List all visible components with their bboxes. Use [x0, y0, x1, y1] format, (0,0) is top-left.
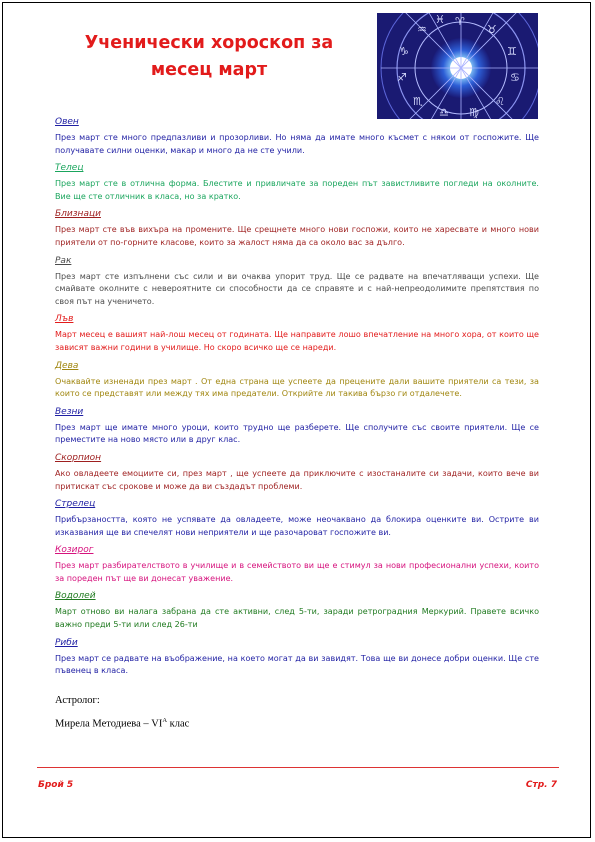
horoscope-section — [55, 637, 539, 678]
zodiac-wheel-image — [377, 13, 538, 119]
horoscope-section — [55, 116, 539, 157]
sign-forecast-text: През март се радвате на въображение, на което могат да ви завидят. Това ще ви донесе добри оценки. Ще сте пъвенец в класа. — [55, 653, 539, 676]
sign-heading: Козирог — [55, 545, 94, 556]
sign-forecast-text: През март сте много предпазливи и прозорливи. Но няма да имате много късмет с някои от госпожите. Ще получавате силни оценки, макар и много да не сте учили. — [55, 133, 539, 155]
horoscope-section — [55, 255, 539, 309]
horoscope-section — [55, 544, 539, 585]
author-suffix: клас — [167, 718, 190, 730]
sign-forecast-text: Март месец е вашият най-лош месец от годината. Ще направите лошо впечатление на много хора, от които ще зависят важни години в училище. Но скоро всичко ще се нареди. — [55, 330, 539, 352]
sign-heading: Рак — [55, 255, 72, 266]
svg-text:♈: ♈ — [455, 15, 465, 28]
sign-forecast-text: През март сте във вихъра на промените. Ще срещнете много нови госпожи, които не харесвате и много нови приятели от по-горните класове, които за жалост няма да са около вас за дълго. — [55, 225, 539, 247]
sign-heading: Риби — [55, 637, 78, 648]
author-class-letter: А — [162, 717, 168, 724]
sign-heading: Телец — [55, 163, 84, 174]
svg-text:♎: ♎ — [439, 106, 449, 119]
svg-text:♒: ♒ — [417, 23, 427, 36]
svg-text:♍: ♍ — [469, 106, 479, 119]
horoscope-section — [55, 162, 539, 203]
sign-forecast-text: Март отново ви налага забрана да сте активни, след 5-ти, заради ретроградния Меркурий. Правете всичко важно преди 5-ти или след 26-ти — [55, 607, 539, 630]
horoscope-list — [55, 114, 539, 683]
svg-text:♋: ♋ — [510, 71, 520, 84]
svg-text:♓: ♓ — [435, 13, 445, 26]
sign-forecast-text: Ако овладеете емоциите си, през март , ще успеете да приключите с изостаналите си задачи, които вече ви притискат със срокове и може да ви създадът проблеми. — [55, 468, 539, 491]
sign-heading: Лъв — [55, 314, 74, 325]
sign-heading: Скорпион — [55, 452, 102, 463]
sign-heading: Везни — [55, 406, 84, 417]
page-title — [66, 30, 352, 84]
svg-text:♌: ♌ — [495, 95, 505, 108]
footer-page-number: Стр. 7 — [525, 780, 557, 790]
zodiac-wheel-icon — [377, 13, 538, 119]
author-line — [55, 717, 189, 730]
horoscope-section — [55, 360, 539, 401]
sign-forecast-text: През март ще имате много уроци, които трудно ще разберете. Ще сполучите със своите приятели. Ще се преместите на ново място или в друг клас. — [55, 422, 539, 445]
sign-heading: Дева — [55, 360, 79, 371]
horoscope-section — [55, 208, 539, 249]
sign-forecast-text: Прибързаността, която не успявате да овладеете, може неочаквано да блокира оценките ви. Острите ви изказвания ще ви спечелят нови неприятели и ще разочароват госпожите ви. — [55, 515, 539, 537]
sign-forecast-text: През март разбирателството в училище и в семейството ви ще е стимул за нови професионални успехи, които за пореден път ще ви донесат уважение. — [55, 561, 539, 583]
svg-text:♊: ♊ — [507, 45, 517, 58]
svg-text:♑: ♑ — [399, 45, 409, 58]
sign-forecast-text: През март сте в отлична форма. Блестите и привличате за пореден път завистливите погледи на околните. Вие ще сте отличник в класа, но за кратко. — [55, 179, 539, 201]
sign-heading: Водолей — [55, 591, 96, 602]
horoscope-section — [55, 590, 539, 631]
svg-text:♏: ♏ — [413, 95, 423, 108]
horoscope-section — [55, 452, 539, 493]
author-name: Мирела Методиева – VI — [55, 718, 163, 730]
title-line-2: месец март — [150, 60, 268, 80]
horoscope-section — [55, 498, 539, 539]
horoscope-section — [55, 406, 539, 447]
footer-rule — [37, 767, 559, 768]
astrologer-label: Астролог: — [55, 695, 100, 706]
title-line-1: Ученически хороскоп за — [84, 33, 334, 53]
horoscope-section — [55, 313, 539, 354]
svg-text:♐: ♐ — [397, 71, 407, 84]
sign-heading: Близнаци — [55, 209, 101, 220]
svg-text:♉: ♉ — [487, 23, 497, 36]
sign-heading: Овен — [55, 117, 79, 127]
footer-issue: Брой 5 — [38, 780, 74, 790]
sign-forecast-text: През март сте изпълнени със сили и ви очаква упорит труд. Ще се радвате на впечатляващи успехи. Ще смайвате околните с невероятните си способности да се справяте и с най-непреодолимите препятствия по своя път на ученичето. — [55, 271, 539, 306]
sign-forecast-text: Очаквайте изненади през март . От една страна ще успеете да прецените дали вашите приятели са тези, за които се представят или между тях има предатели. Открийте ли такива бързо ги отдалечете. — [55, 376, 539, 399]
sign-heading: Стрелец — [55, 499, 96, 510]
